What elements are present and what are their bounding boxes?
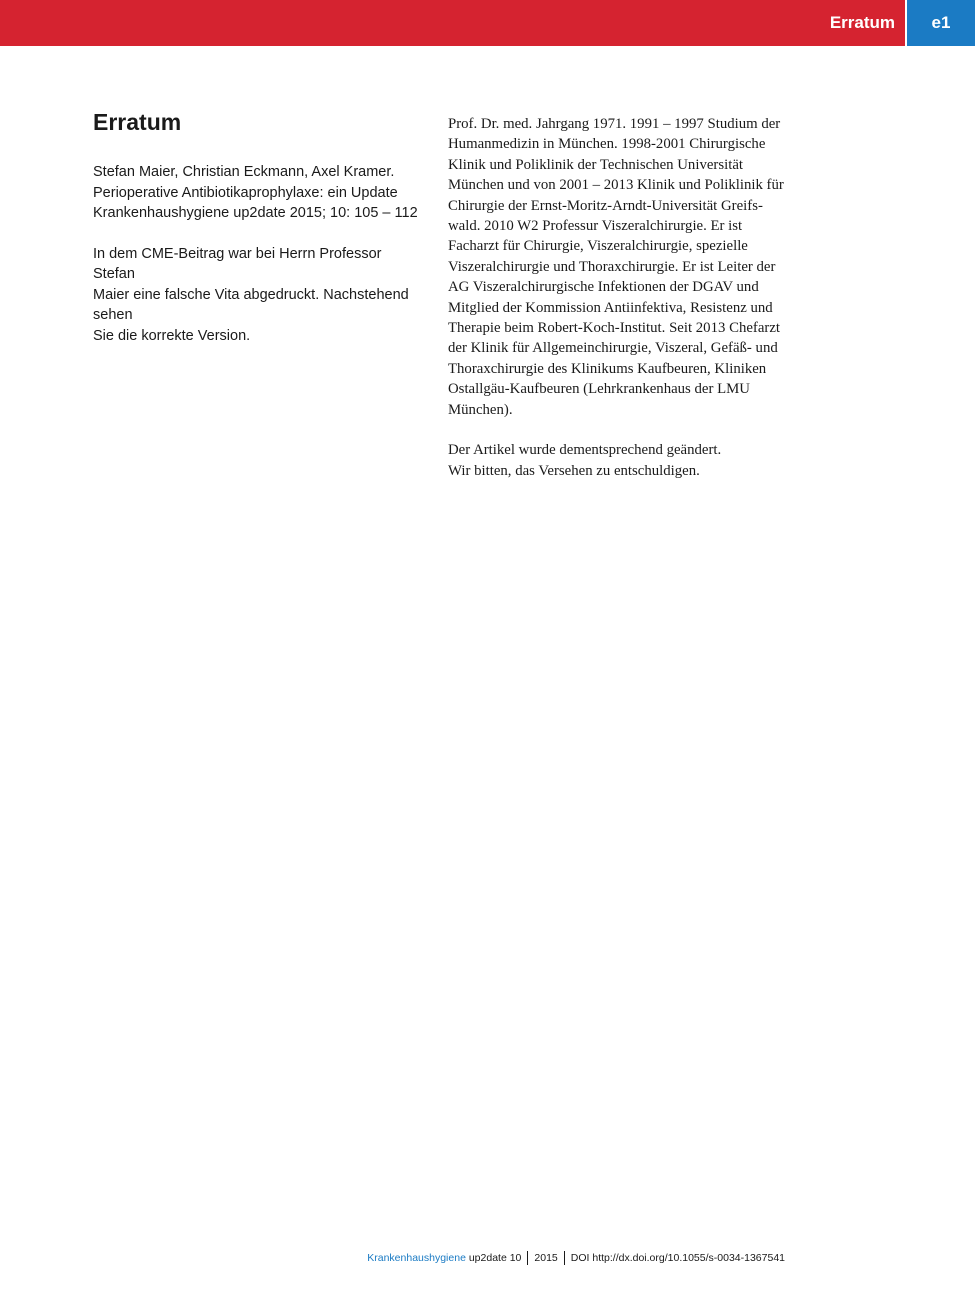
page-number-tab: e1 bbox=[907, 0, 975, 46]
paragraph-gap bbox=[93, 224, 423, 244]
right-column bbox=[448, 114, 798, 481]
footer-issue: up2date 10 bbox=[468, 1252, 522, 1264]
footer-year: 2015 bbox=[534, 1252, 558, 1264]
header-bar bbox=[0, 0, 975, 46]
closing-text: Der Artikel wurde dementsprechend geändert. Wir bitten, das Versehen zu entschuldigen. bbox=[448, 442, 722, 479]
correction-note: In dem CME-Beitrag war bei Herrn Professor Stefan Maier eine falsche Vita abgedruckt. Nachstehend sehen Sie die korrekte Version. bbox=[93, 245, 409, 344]
paragraph-gap bbox=[448, 420, 798, 440]
footer-doi: DOI http://dx.doi.org/10.1055/s-0034-1367541 bbox=[570, 1252, 785, 1264]
article-heading: Erratum bbox=[93, 109, 182, 135]
section-title: Erratum bbox=[829, 13, 895, 32]
page-footer bbox=[367, 1251, 785, 1265]
footer-divider bbox=[527, 1251, 528, 1265]
citation-text: Stefan Maier, Christian Eckmann, Axel Kramer. Perioperative Antibiotikaprophylaxe: ein Update Krankenhaushygiene up2date 2015; 10: 105 – 112 bbox=[93, 164, 418, 221]
footer-divider bbox=[564, 1251, 565, 1265]
left-column bbox=[93, 108, 423, 346]
footer-journal: Krankenhaushygiene bbox=[367, 1252, 466, 1264]
vita-text: Prof. Dr. med. Jahrgang 1971. 1991 – 1997 Studium der Humanmedizin in München. 1998-2001 Chirurgische Klinik und Poliklinik der Technischen Universität München und von 2001 – 2013 Klinik und Poliklinik für Chirurgie der Ernst-Moritz-Arndt-Universität Greifs- wald. 2010 W2 Professur Viszeralchirurgie. Er ist Facharzt für Chirurgie, Viszeralchirurgie, spezielle Viszeralchirurgie und Thoraxchirurgie. Er ist Leiter der AG Viszeralchirurgische Infektionen der DGAV und Mitglied der Kommission Antiinfektiva, Resistenz und Therapie beim Robert-Koch-Institut. Seit 2013 Chefarzt der Klinik für Allgemeinchirurgie, Viszeral, Gefäß- und Thoraxchirurgie des Klinikums Kaufbeuren, Kliniken Ostallgäu-Kaufbeuren (Lehrkrankenhaus der LMU München). bbox=[448, 116, 784, 418]
